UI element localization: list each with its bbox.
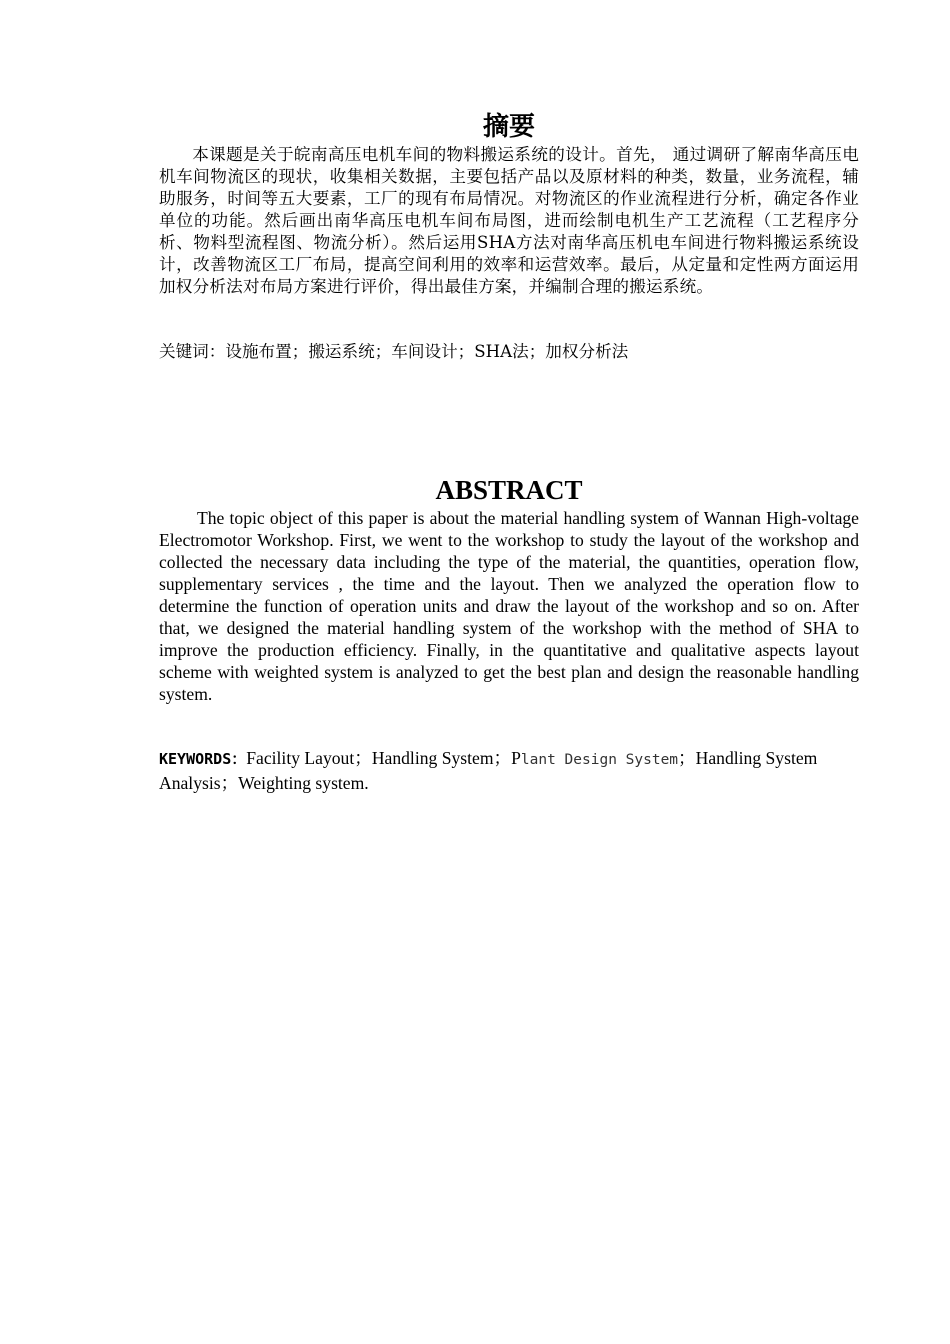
chinese-abstract-body: 本课题是关于皖南高压电机车间的物料搬运系统的设计。首先， 通过调研了解南华高压电机车间物流区的现状，收集相关数据，主要包括产品以及原材料的种类，数量，业务流程，辅助服务，时间等五大要素，工厂的现有布局情况。对物流区的作业流程进行分析，确定各作业单位的功能。然后画出南华高压电机车间布局图，进而绘制电机生产工艺流程（工艺程序分析、物料型流程图、物流分析）。然后运用SHA方法对南华高压机电车间进行物料搬运系统设计，改善物流区工厂布局，提高空间利用的效率和运营效率。最后，从定量和定性两方面运用加权分析法对布局方案进行评价，得出最佳方案，并编制合理的搬运系统。 (159, 145, 859, 296)
english-keywords-mono: lant Design System (520, 752, 679, 768)
english-keywords-text-1: Facility Layout；Handling System；P (246, 748, 521, 768)
english-keywords (159, 747, 859, 795)
english-abstract-body: The topic object of this paper is about the material handling system of Wannan High-voltage Electromotor Workshop. First, we went to the workshop to study the layout of the workshop and collected the necessary data including the type of the material, the quantities, operation flow, supplementary services , the time and the layout. Then we analyzed the operation flow to determine the function of operation units and draw the layout of the workshop and so on. After that, we designed the material handling system of the workshop with the method of SHA to improve the production efficiency. Finally, in the quantitative and qualitative aspects layout scheme with weighted system is analyzed to get the best plan and design the reasonable handling system. (159, 508, 859, 704)
chinese-keywords: 关键词：设施布置；搬运系统；车间设计；SHA法；加权分析法 (159, 342, 629, 361)
chinese-abstract-title: 摘要 (482, 112, 535, 142)
english-keywords-text-2: ；Handling System Analysis；Weighting system. (159, 748, 818, 793)
english-keywords-label: KEYWORDS： (159, 750, 247, 768)
english-abstract-title: ABSTRACT (435, 475, 583, 505)
